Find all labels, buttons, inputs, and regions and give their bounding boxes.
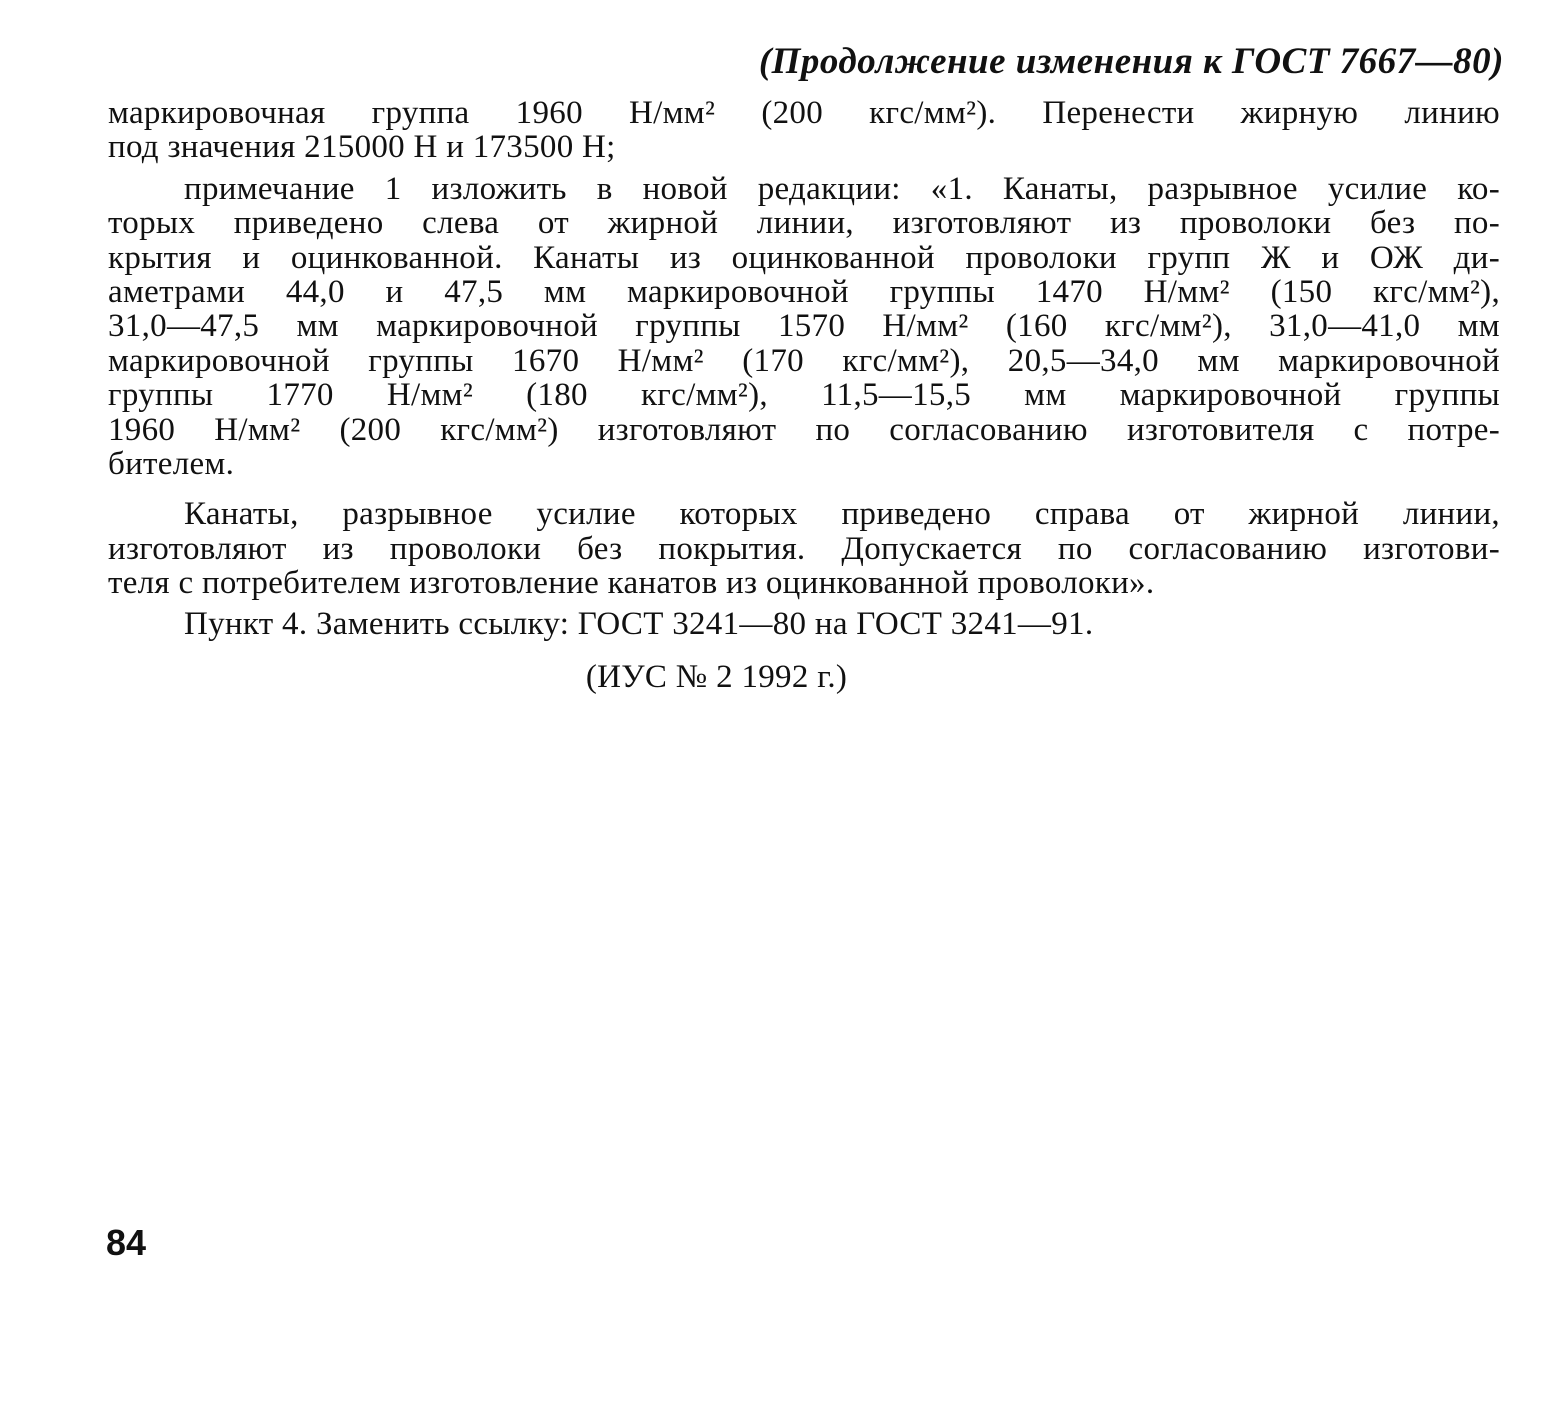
body-text xyxy=(108,96,1500,694)
text-line: изготовляют из проволоки без покрытия. Допускается по согласованию изготови- xyxy=(108,530,1500,567)
paragraph-4 xyxy=(108,607,1500,641)
text-line: торых приведено слева от жирной линии, изготовляют из проволоки без по- xyxy=(108,205,1500,242)
text-line: группы 1770 Н/мм² (180 кгс/мм²), 11,5—15,5 мм маркировочной группы xyxy=(108,377,1500,414)
text-line: под значения 215000 Н и 173500 Н; xyxy=(108,129,616,166)
source-note: (ИУС № 2 1992 г.) xyxy=(585,658,848,695)
text-line: Канаты, разрывное усилие которых приведено справа от жирной линии, xyxy=(184,496,1500,533)
text-line: примечание 1 изложить в новой редакции: «1. Канаты, разрывное усилие ко- xyxy=(184,170,1500,207)
text-line: 1960 Н/мм² (200 кгс/мм²) изготовляют по согласованию изготовителя с потре- xyxy=(108,411,1500,448)
paragraph-2 xyxy=(108,172,1500,482)
text-line: маркировочная группа 1960 Н/мм² (200 кгс/мм²). Перенести жирную линию xyxy=(108,95,1500,131)
text-line: 31,0—47,5 мм маркировочной группы 1570 Н/мм² (160 кгс/мм²), 31,0—41,0 мм xyxy=(108,308,1500,345)
paragraph-3 xyxy=(108,497,1500,600)
text-line: крытия и оцинкованной. Канаты из оцинкованной проволоки групп Ж и ОЖ ди- xyxy=(108,239,1500,276)
page-number: 84 xyxy=(106,1222,147,1263)
running-header: (Продолжение изменения к ГОСТ 7667—80) xyxy=(758,41,1504,82)
paragraph-1 xyxy=(108,96,1500,165)
text-line: бителем. xyxy=(108,445,235,482)
text-line: аметрами 44,0 и 47,5 мм маркировочной группы 1470 Н/мм² (150 кгс/мм²), xyxy=(108,273,1500,310)
text-line: маркировочной группы 1670 Н/мм² (170 кгс/мм²), 20,5—34,0 мм маркировочной xyxy=(108,342,1500,379)
text-line: Пункт 4. Заменить ссылку: ГОСТ 3241—80 на ГОСТ 3241—91. xyxy=(184,606,1094,643)
text-line: теля с потребителем изготовление канатов из оцинкованной проволоки». xyxy=(108,565,1155,602)
